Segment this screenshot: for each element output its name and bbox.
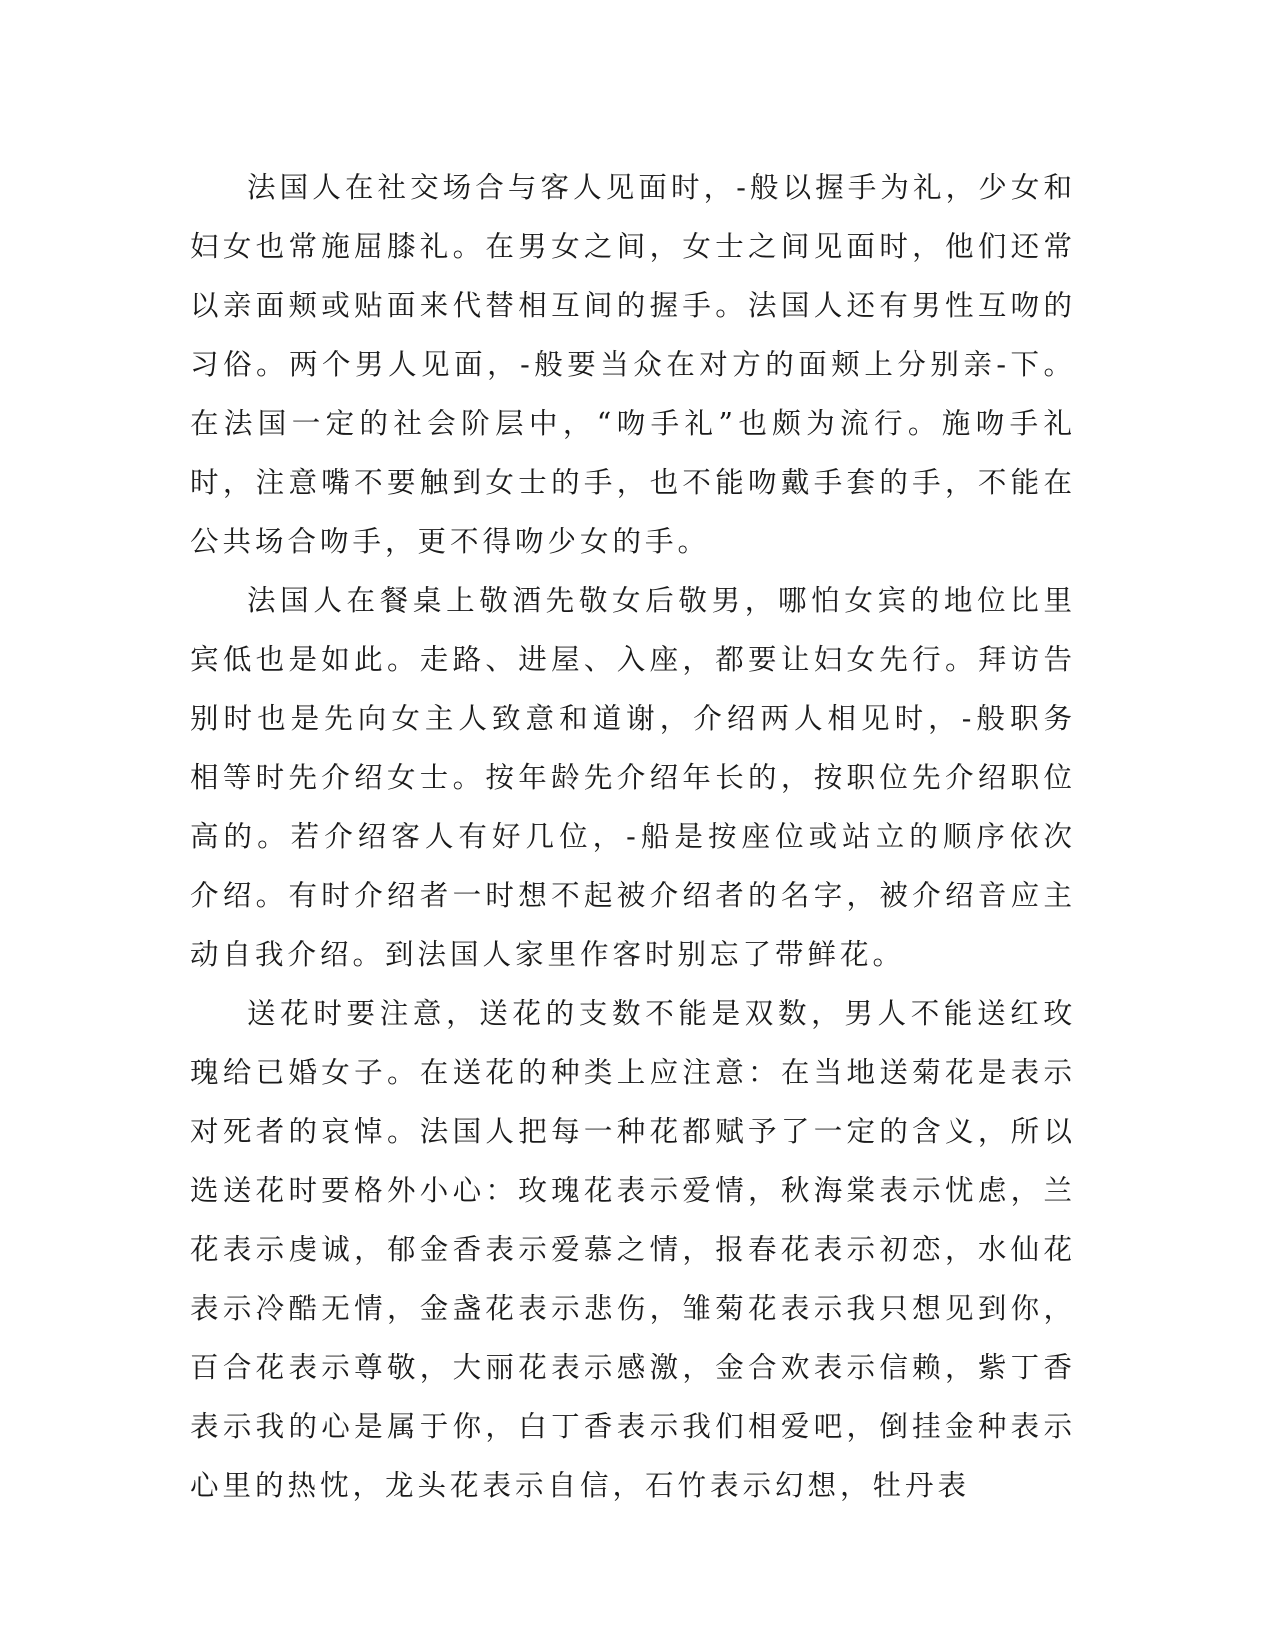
document-body: [190, 158, 1076, 1515]
paragraph-greetings: 法国人在社交场合与客人见面时，-般以握手为礼，少女和妇女也常施屈膝礼。在男女之间，女士之间见面时，他们还常以亲面颊或贴面来代替相互间的握手。法国人还有男性互吻的习俗。两个男人见面，-般要当众在对方的面颊上分别亲-下。在法国一定的社会阶层中，“吻手礼”也颇为流行。施吻手礼时，注意嘴不要触到女士的手，也不能吻戴手套的手，不能在公共场合吻手，更不得吻少女的手。: [190, 171, 1076, 558]
paragraph-etiquette: 法国人在餐桌上敬酒先敬女后敬男，哪怕女宾的地位比里宾低也是如此。走路、进屋、入座，都要让妇女先行。拜访告别时也是先向女主人致意和道谢，介绍两人相见时，-般职务相等时先介绍女士。按年龄先介绍年长的，按职位先介绍职位高的。若介绍客人有好几位，-船是按座位或站立的顺序依次介绍。有时介绍者一时想不起被介绍者的名字，被介绍音应主动自我介绍。到法国人家里作客时别忘了带鲜花。: [190, 584, 1076, 971]
paragraph-flowers: 送花时要注意，送花的支数不能是双数，男人不能送红玫瑰给已婚女子。在送花的种类上应注意：在当地送菊花是表示对死者的哀悼。法国人把每一种花都赋予了一定的含义，所以选送花时要格外小心：玫瑰花表示爱情，秋海棠表示忧虑，兰花表示虔诚，郁金香表示爱慕之情，报春花表示初恋，水仙花表示冷酷无情，金盏花表示悲伤，雏菊花表示我只想见到你，百合花表示尊敬，大丽花表示感激，金合欢表示信赖，紫丁香表示我的心是属于你，白丁香表示我们相爱吧，倒挂金种表示心里的热忱，龙头花表示自信，石竹表示幻想，牡丹表: [190, 997, 1076, 1502]
